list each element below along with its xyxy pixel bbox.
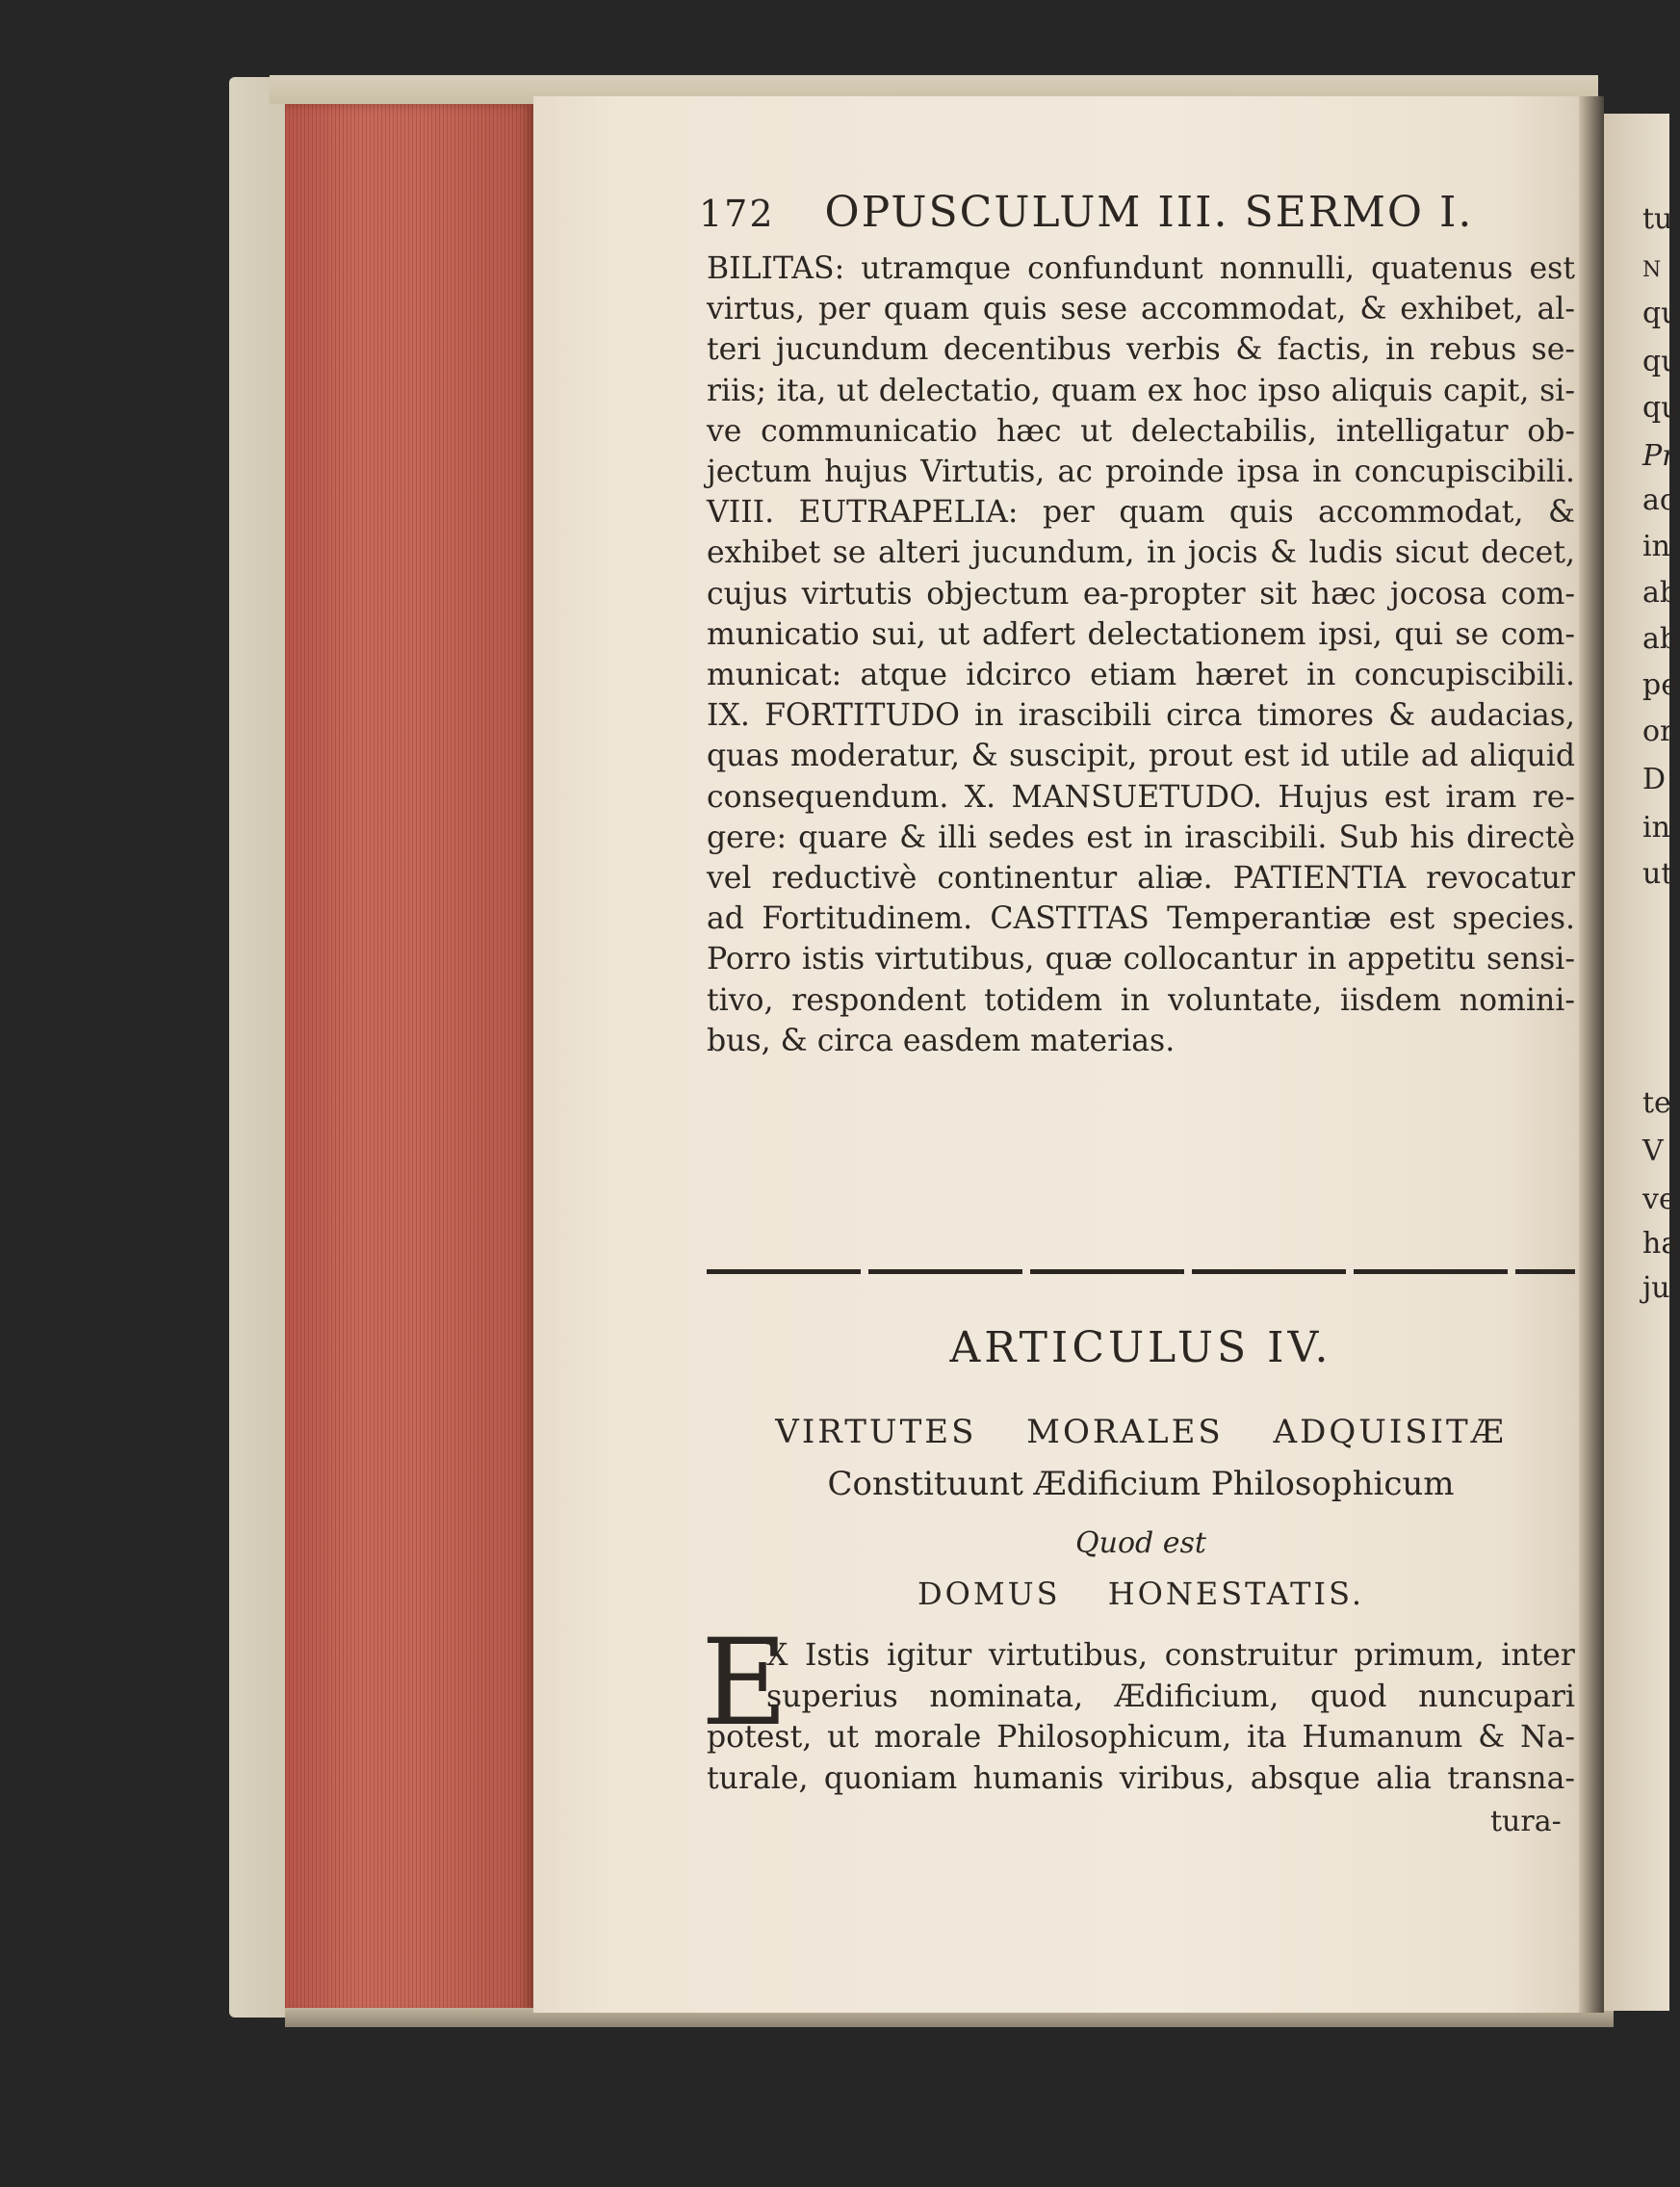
facing-fragment: ve — [1642, 1183, 1676, 1216]
facing-fragment: D — [1642, 763, 1667, 796]
text-line: quas moderatur, & suscipit, prout est id utile ad aliquid — [707, 739, 1575, 774]
facing-fragment: V — [1642, 1134, 1664, 1168]
running-title: OPUSCULUM III. SERMO I. — [824, 188, 1474, 237]
text-line: exhibet se alteri jucundum, in jocis & ludis sicut decet, — [707, 535, 1575, 571]
text-line: X Istis igitur virtutibus, construitur primum, inter — [766, 1638, 1575, 1673]
facing-fragment: pe — [1642, 668, 1678, 702]
article-subheading-3: Quod est — [1075, 1526, 1206, 1560]
body-text — [707, 248, 1575, 1061]
text-line: consequendum. X. MANSUETUDO. Hujus est iram re- — [707, 779, 1575, 815]
red-page-edges — [285, 104, 533, 2016]
text-line: BILITAS: utramque confundunt nonnulli, quatenus est — [707, 251, 1575, 286]
text-line: IX. FORTITUDO in irascibili circa timores & audacias, — [707, 698, 1575, 734]
text-line: gere: quare & illi sedes est in irascibili. Sub his directè — [707, 820, 1575, 855]
text-line: teri jucundum decentibus verbis & factis, in rebus se- — [707, 332, 1575, 368]
facing-fragment: in — [1642, 811, 1670, 845]
facing-fragment: or — [1642, 715, 1674, 748]
section-divider-rule — [707, 1269, 1575, 1274]
facing-fragment: ab — [1642, 622, 1679, 656]
facing-fragment: ju — [1642, 1271, 1670, 1305]
text-line: vel reductivè continentur aliæ. PATIENTIA revocatur — [707, 861, 1575, 897]
text-line: Porro istis virtutibus, quæ collocantur in appetitu sensi- — [707, 942, 1575, 977]
drop-cap: E — [701, 1614, 788, 1753]
facing-page — [1604, 114, 1680, 2011]
text-line: ad Fortitudinem. CASTITAS Temperantiæ est species. — [707, 901, 1575, 937]
running-head — [699, 188, 1565, 237]
catchword: tura- — [1490, 1805, 1562, 1838]
text-line: municat: atque idcirco etiam hæret in concupiscibili. — [707, 658, 1575, 693]
text-line: ve communicatio hæc ut delectabilis, intelligatur ob- — [707, 413, 1575, 449]
page-number: 172 — [699, 193, 775, 235]
facing-fragment: qu — [1642, 297, 1680, 330]
facing-fragment: in — [1642, 530, 1670, 563]
page-gutter — [1579, 96, 1604, 2013]
text-line: superius nominata, Ædificium, quod nuncupari — [766, 1679, 1575, 1714]
facing-fragment: ut — [1642, 857, 1673, 891]
facing-fragment: ac — [1642, 483, 1676, 517]
article-paragraph — [707, 1635, 1575, 1799]
facing-fragment: Pr — [1642, 439, 1676, 473]
text-line: riis; ita, ut delectatio, quam ex hoc ipso aliquis capit, si- — [707, 373, 1575, 408]
article-subheading-1: VIRTUTES MORALES ADQUISITÆ — [775, 1413, 1507, 1451]
facing-fragment: te — [1642, 1086, 1671, 1120]
article-heading: ARTICULUS IV. — [949, 1323, 1332, 1372]
facing-fragment: qu — [1642, 345, 1680, 378]
text-line: cujus virtutis objectum ea-propter sit hæc jocosa com- — [707, 576, 1575, 612]
text-line: tivo, respondent totidem in voluntate, iisdem nomini- — [707, 982, 1575, 1018]
text-line: municatio sui, ut adfert delectationem ipsi, qui se com- — [707, 616, 1575, 652]
facing-fragment: ha — [1642, 1227, 1679, 1261]
facing-fragment: N — [1642, 258, 1662, 282]
text-line: jectum hujus Virtutis, ac proinde ipsa in concupiscibili. — [707, 455, 1575, 490]
article-subheading-4: DOMUS HONESTATIS. — [917, 1575, 1365, 1612]
text-line: potest, ut morale Philosophicum, ita Humanum & Na- — [707, 1720, 1575, 1755]
facing-fragment: ab — [1642, 576, 1679, 610]
text-line: turale, quoniam humanis viribus, absque alia transna- — [707, 1760, 1575, 1796]
text-line: virtus, per quam quis sese accommodat, & exhibet, al- — [707, 292, 1575, 327]
facing-fragment: tu — [1642, 202, 1673, 236]
text-line: bus, & circa easdem materias. — [707, 1023, 1176, 1058]
facing-fragment: qu — [1642, 391, 1680, 425]
text-line: VIII. EUTRAPELIA: per quam quis accommodat, & — [707, 495, 1575, 531]
article-subheading-2: Constituunt Ædificium Philosophicum — [827, 1465, 1455, 1503]
